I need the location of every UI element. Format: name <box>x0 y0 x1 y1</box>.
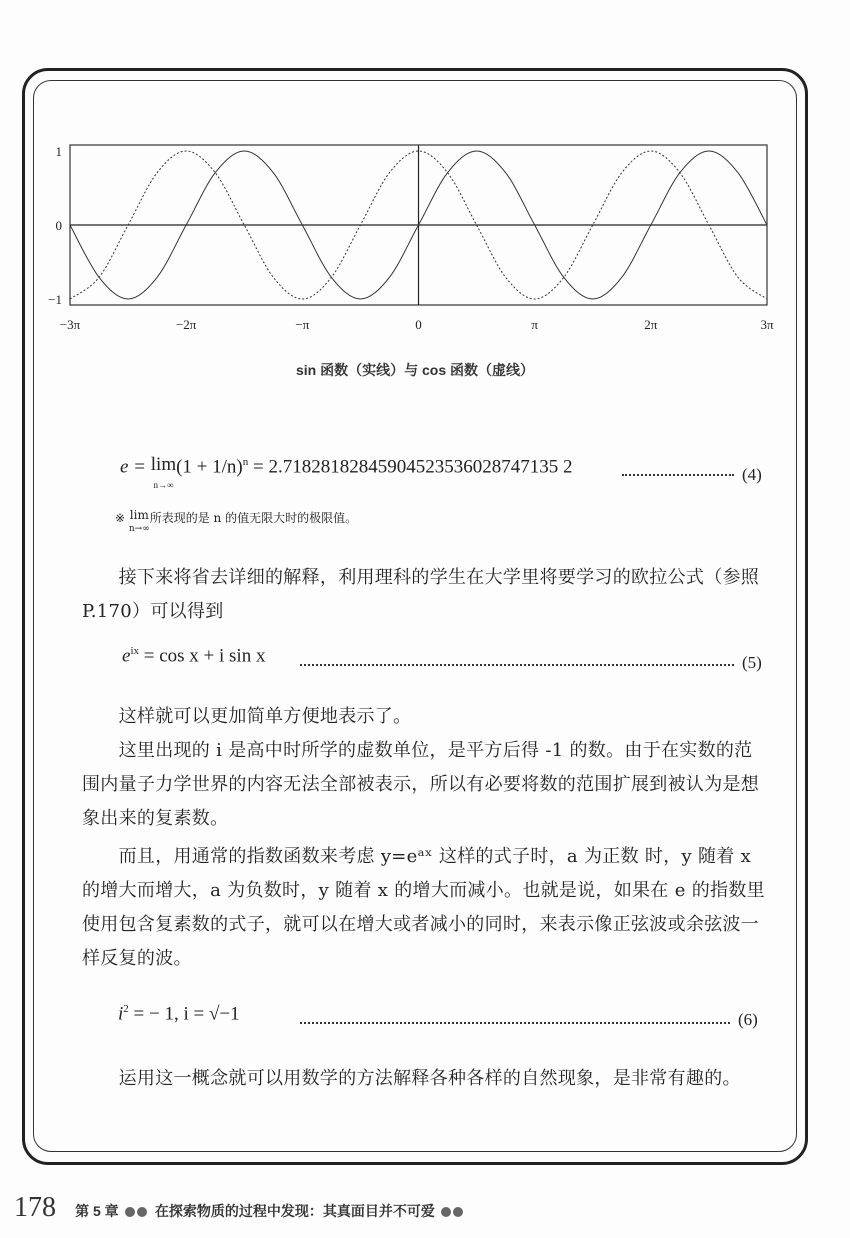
eq5-base: e <box>122 645 131 667</box>
note-mark: ※ <box>115 511 129 525</box>
page-number: 178 <box>14 1192 56 1223</box>
leader-dots <box>300 664 734 666</box>
leader-dots <box>622 474 734 476</box>
x-tick-label: 3π <box>760 317 774 332</box>
eq4-number: (4) <box>742 465 762 484</box>
paragraph: 这样就可以更加简单方便地表示了。 <box>82 706 412 727</box>
chart-caption: sin 函数（实线）与 cos 函数（虚线） <box>295 362 535 378</box>
x-tick-label: 2π <box>644 317 658 332</box>
y-tick-label: 1 <box>55 144 62 159</box>
bullet-icon <box>453 1207 463 1217</box>
y-tick-label: 0 <box>55 218 62 233</box>
note-lim: lim <box>129 508 149 522</box>
x-tick-label: −2π <box>175 317 197 332</box>
footnote <box>115 509 357 535</box>
paragraph: 运用这一概念就可以用数学的方法解释各种各样的自然现象，是非常有趣的。 <box>82 1068 741 1089</box>
x-tick-label: −3π <box>59 317 81 332</box>
x-tick-label: 0 <box>415 317 422 332</box>
eq5-number: (5) <box>742 653 762 672</box>
bullet-icon <box>125 1207 135 1217</box>
eq5-exp: ix <box>130 645 139 657</box>
eq6-exp: 2 <box>123 1003 129 1015</box>
eq5-rhs: = cos x + i sin x <box>139 645 266 667</box>
equation-5 <box>122 645 265 667</box>
eq6-base: i <box>118 1003 124 1025</box>
eq6-rhs: = − 1, i = √−1 <box>128 1003 240 1025</box>
x-tick-label: π <box>531 317 538 332</box>
paragraph: 这里出现的 i 是高中时所学的虚数单位，是平方后得 -1 的数。由于在实数的范围内量子力学世界的内容无法全部被表示，所以有必要将数的范围扩展到被认为是想象出来的复素数。 <box>82 740 760 829</box>
eq4-lhs: e = <box>120 456 151 478</box>
paragraph: 接下来将省去详细的解释，利用理科的学生在大学里将要学习的欧拉公式（参照 P.170）可以得到 <box>82 567 760 622</box>
y-tick-label: −1 <box>48 292 62 307</box>
note-text: 所表现的是 n 的值无限大时的极限值。 <box>149 511 358 525</box>
chapter-label: 第 5 章 <box>75 1203 119 1219</box>
eq4-lim: lim <box>150 454 177 475</box>
equation-4 <box>120 456 572 494</box>
page-footer <box>14 1192 464 1224</box>
note-lim-sub: n→∞ <box>128 524 150 534</box>
equation-6 <box>118 1003 240 1025</box>
sin-cos-chart <box>40 125 780 345</box>
leader-dots <box>300 1022 730 1024</box>
eq4-exp: n <box>242 456 249 468</box>
paragraph: 而且，用通常的指数函数来考虑 y=eᵃˣ 这样的式子时，a 为正数 时，y 随着 x 的增大而增大，a 为负数时，y 随着 x 的增大而减小。也就是说，如果在 e 的指数里使用包含复素数的式子，就可以在增大或者减小的同时，来表示像正弦波或余弦波一样反复的波。 <box>82 846 765 969</box>
bullet-icon <box>137 1207 147 1217</box>
bullet-icon <box>441 1207 451 1217</box>
eq6-number: (6) <box>738 1010 758 1029</box>
eq4-lim-sub: n→∞ <box>153 480 174 490</box>
eq4-rhs: = 2.71828182845904523536028747135 2 <box>248 456 573 478</box>
x-tick-label: −π <box>295 317 310 332</box>
chapter-title: 在探索物质的过程中发现：其真面目并不可爱 <box>154 1203 435 1219</box>
eq4-expr: (1 + 1/n) <box>176 456 243 478</box>
